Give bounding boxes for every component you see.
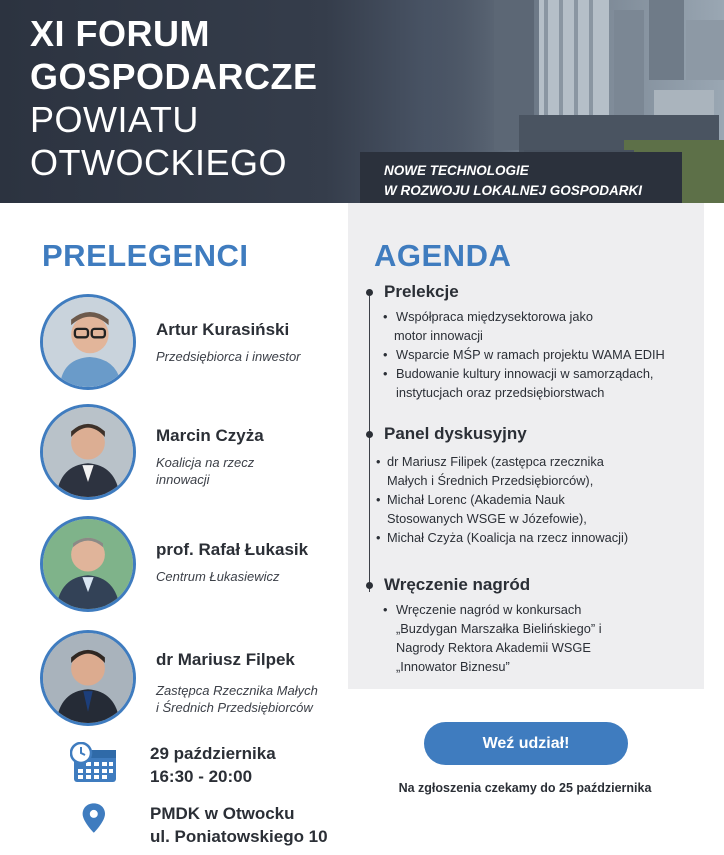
agenda-item-cont	[380, 509, 628, 528]
agenda-item-cont	[380, 638, 602, 657]
agenda-item: • Współpraca międzysektorowa jako	[380, 307, 665, 326]
agenda-item-text: instytucjach oraz przedsiębiorstwach	[396, 385, 605, 400]
tagline-line-1: NOWE TECHNOLOGIE	[384, 163, 529, 178]
title-line-4: OTWOCKIEGO	[30, 142, 287, 183]
timeline-dot	[366, 582, 373, 589]
agenda-item: • Michał Lorenc (Akademia Nauk	[380, 490, 628, 509]
agenda-item-text: Stosowanych WSGE w Józefowie),	[387, 511, 587, 526]
registration-deadline-note: Na zgłoszenia czekamy do 25 października	[398, 781, 652, 795]
speaker-role-cont: innowacji	[156, 472, 210, 487]
venue-address: ul. Poniatowskiego 10	[150, 827, 328, 846]
date-text	[150, 742, 276, 788]
agenda-list	[380, 307, 665, 402]
event-title	[30, 12, 318, 184]
title-line-2: GOSPODARCZE	[30, 56, 318, 97]
agenda-heading: AGENDA	[374, 238, 512, 273]
speaker-role: Przedsiębiorca i inwestor	[156, 349, 301, 364]
agenda-item: • Wręczenie nagród w konkursach	[380, 600, 602, 619]
timeline-dot	[366, 431, 373, 438]
speaker-photo	[40, 294, 136, 390]
agenda-item-text: Małych i Średnich Przedsiębiorców),	[387, 473, 594, 488]
location-text	[150, 802, 328, 848]
agenda-item-cont	[380, 326, 665, 345]
agenda-section-heading: Wręczenie nagród	[384, 575, 531, 594]
agenda-item-cont	[380, 471, 628, 490]
event-time-value: 16:30 - 20:00	[150, 767, 253, 786]
agenda-item: • Wsparcie MŚP w ramach projektu WAMA EDIH	[380, 345, 665, 364]
agenda-item-text: motor innowacji	[394, 328, 483, 343]
venue-name: PMDK w Otwocku	[150, 804, 295, 823]
agenda-item-text: „Innowator Biznesu”	[396, 659, 510, 674]
agenda-item-text: „Buzdygan Marszałka Bielińskiego” i	[396, 621, 602, 636]
speaker-photo	[40, 630, 136, 726]
speaker-role: Centrum Łukasiewicz	[156, 569, 280, 584]
speaker-role-cont: i Średnich Przedsiębiorców	[156, 700, 313, 715]
register-button[interactable]: Weź udział!	[424, 722, 628, 765]
event-date-value: 29 października	[150, 744, 276, 763]
speaker-role: Zastępca Rzecznika Małych	[156, 683, 318, 698]
speaker-name: Artur Kurasiński	[156, 320, 290, 339]
speaker-name: dr Mariusz Filpek	[156, 650, 295, 669]
agenda-item-text: Nagrody Rektora Akademii WSGE	[396, 640, 591, 655]
agenda-item-cont	[380, 657, 602, 676]
agenda-item-cont	[380, 619, 602, 638]
agenda-item-cont	[380, 383, 665, 402]
speaker-name: Marcin Czyża	[156, 426, 264, 445]
agenda-item: • dr Mariusz Filipek (zastępca rzecznika	[380, 452, 628, 471]
speaker-name: prof. Rafał Łukasik	[156, 540, 309, 559]
agenda-list	[380, 452, 628, 547]
event-tagline	[360, 152, 682, 206]
speaker-role: Koalicja na rzecz	[156, 455, 255, 470]
title-line-3: POWIATU	[30, 99, 199, 140]
agenda-timeline	[369, 296, 370, 592]
agenda-section-heading: Panel dyskusyjny	[384, 424, 527, 443]
agenda-list	[380, 600, 602, 676]
title-line-1: XI FORUM	[30, 13, 210, 54]
map-pin-icon	[70, 802, 118, 848]
agenda-item: • Budowanie kultury innowacji w samorządach,	[380, 364, 665, 383]
speaker-photo	[40, 516, 136, 612]
tagline-line-2: W ROZWOJU LOKALNEJ GOSPODARKI	[384, 183, 643, 198]
timeline-dot	[366, 289, 373, 296]
agenda-section-heading: Prelekcje	[384, 282, 459, 301]
speakers-heading: PRELEGENCI	[42, 238, 249, 273]
calendar-clock-icon	[70, 742, 118, 784]
speaker-photo	[40, 404, 136, 500]
agenda-item: • Michał Czyża (Koalicja na rzecz innowacji)	[380, 528, 628, 547]
